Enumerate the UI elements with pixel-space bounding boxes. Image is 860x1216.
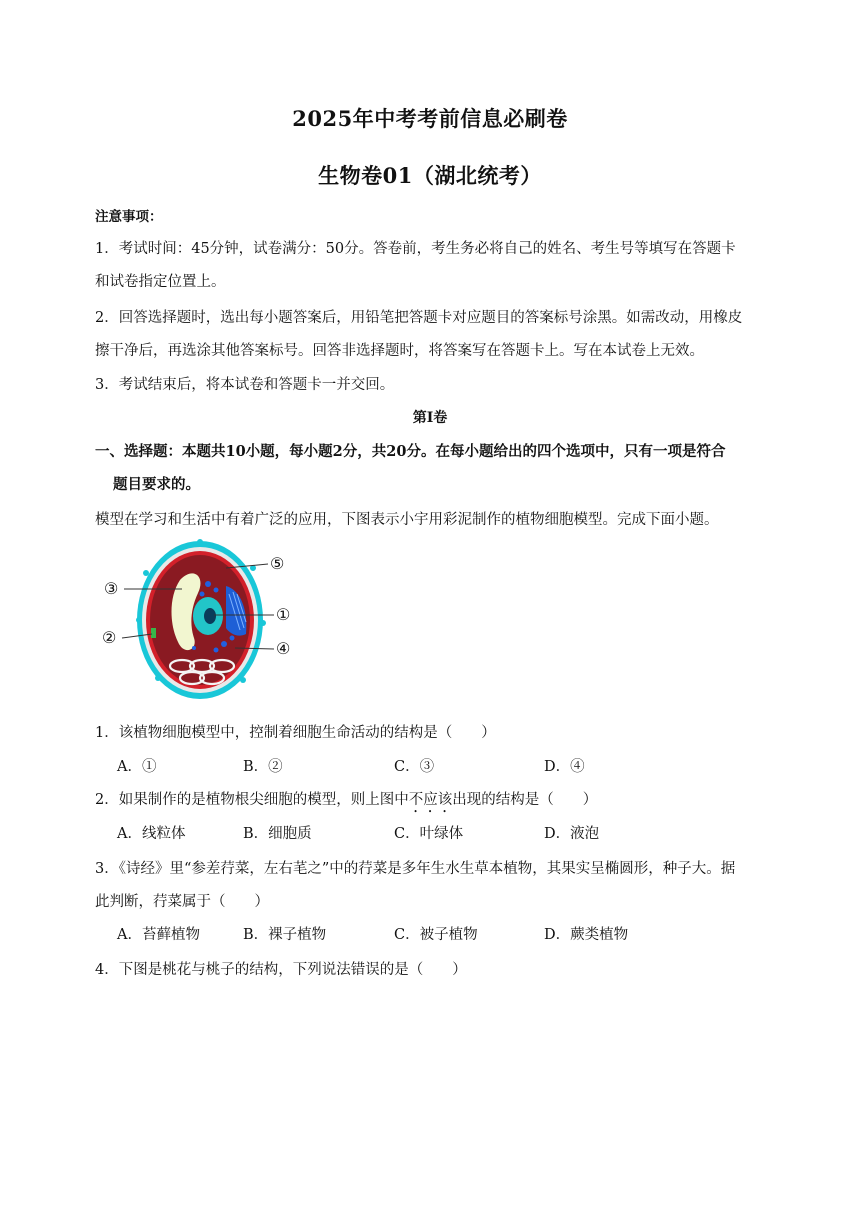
question-2-stem: [95, 788, 597, 816]
exam-title: 2025年中考考前信息必刷卷: [292, 106, 568, 131]
option-b: B．裸子植物: [243, 927, 327, 943]
notice-item: 和试卷指定位置上。: [95, 274, 226, 290]
question-1-stem: 1．该植物细胞模型中，控制着细胞生命活动的结构是（ ）: [95, 725, 496, 741]
notice-item: 3．考试结束后，将本试卷和答题卡一并交回。: [95, 377, 395, 393]
exam-subtitle: 生物卷01（湖北统考）: [318, 163, 542, 188]
question-2-stem-before: 2．如果制作的是植物根尖细胞的模型，则上图中: [95, 792, 409, 808]
option-c: C．叶绿体: [394, 826, 464, 842]
option-a: A．苔藓植物: [117, 927, 200, 943]
question-2-stem-after: 出现的结构是（ ）: [452, 792, 598, 808]
option-a: A．线粒体: [117, 826, 186, 842]
question-4-stem: 4．下图是桃花与桃子的结构，下列说法错误的是（ ）: [95, 962, 467, 978]
option-c: C．被子植物: [394, 927, 478, 943]
option-d: D．蕨类植物: [544, 927, 629, 943]
question-3-stem-cont: 此判断，荇菜属于（ ）: [95, 894, 269, 910]
question-3-stem: 3．《诗经》里“参差荇菜，左右芼之”中的荇菜是多年生水生草本植物，其果实呈椭圆形，种子大。据: [95, 861, 736, 877]
volume-heading: 第Ⅰ卷: [412, 410, 448, 426]
section-heading: 一、选择题：本题共10小题，每小题2分，共20分。在每小题给出的四个选项中，只有一项是符合: [95, 443, 726, 460]
figure-label: ①: [276, 605, 291, 624]
option-d: D．④: [544, 759, 585, 775]
question-intro: 模型在学习和生活中有着广泛的应用，下图表示小宇用彩泥制作的植物细胞模型。完成下面小题。: [95, 512, 719, 528]
section-heading-cont: 题目要求的。: [113, 476, 200, 493]
figure-label: ②: [102, 628, 117, 647]
notice-heading: 注意事项：: [95, 209, 163, 225]
notice-item: 擦干净后，再选涂其他答案标号。回答非选择题时，将答案写在答题卡上。写在本试卷上无效。: [95, 343, 704, 359]
option-a: A．①: [117, 759, 157, 775]
option-b: B．②: [243, 759, 283, 775]
option-d: D．液泡: [544, 826, 600, 842]
figure-label: ③: [104, 579, 119, 598]
figure-label: ④: [276, 639, 291, 658]
plant-cell-figure: [98, 538, 298, 703]
question-2-stem-emphasis: 不应该: [408, 792, 453, 808]
figure-label: ⑤: [270, 554, 285, 573]
option-b: B．细胞质: [243, 826, 312, 842]
option-c: C．③: [394, 759, 435, 775]
notice-item: 2．回答选择题时，选出每小题答案后，用铅笔把答题卡对应题目的答案标号涂黑。如需改动，用橡皮: [95, 310, 743, 326]
notice-item: 1．考试时间：45分钟，试卷满分：50分。答卷前，考生务必将自己的姓名、考生号等填写在答题卡: [95, 241, 736, 257]
